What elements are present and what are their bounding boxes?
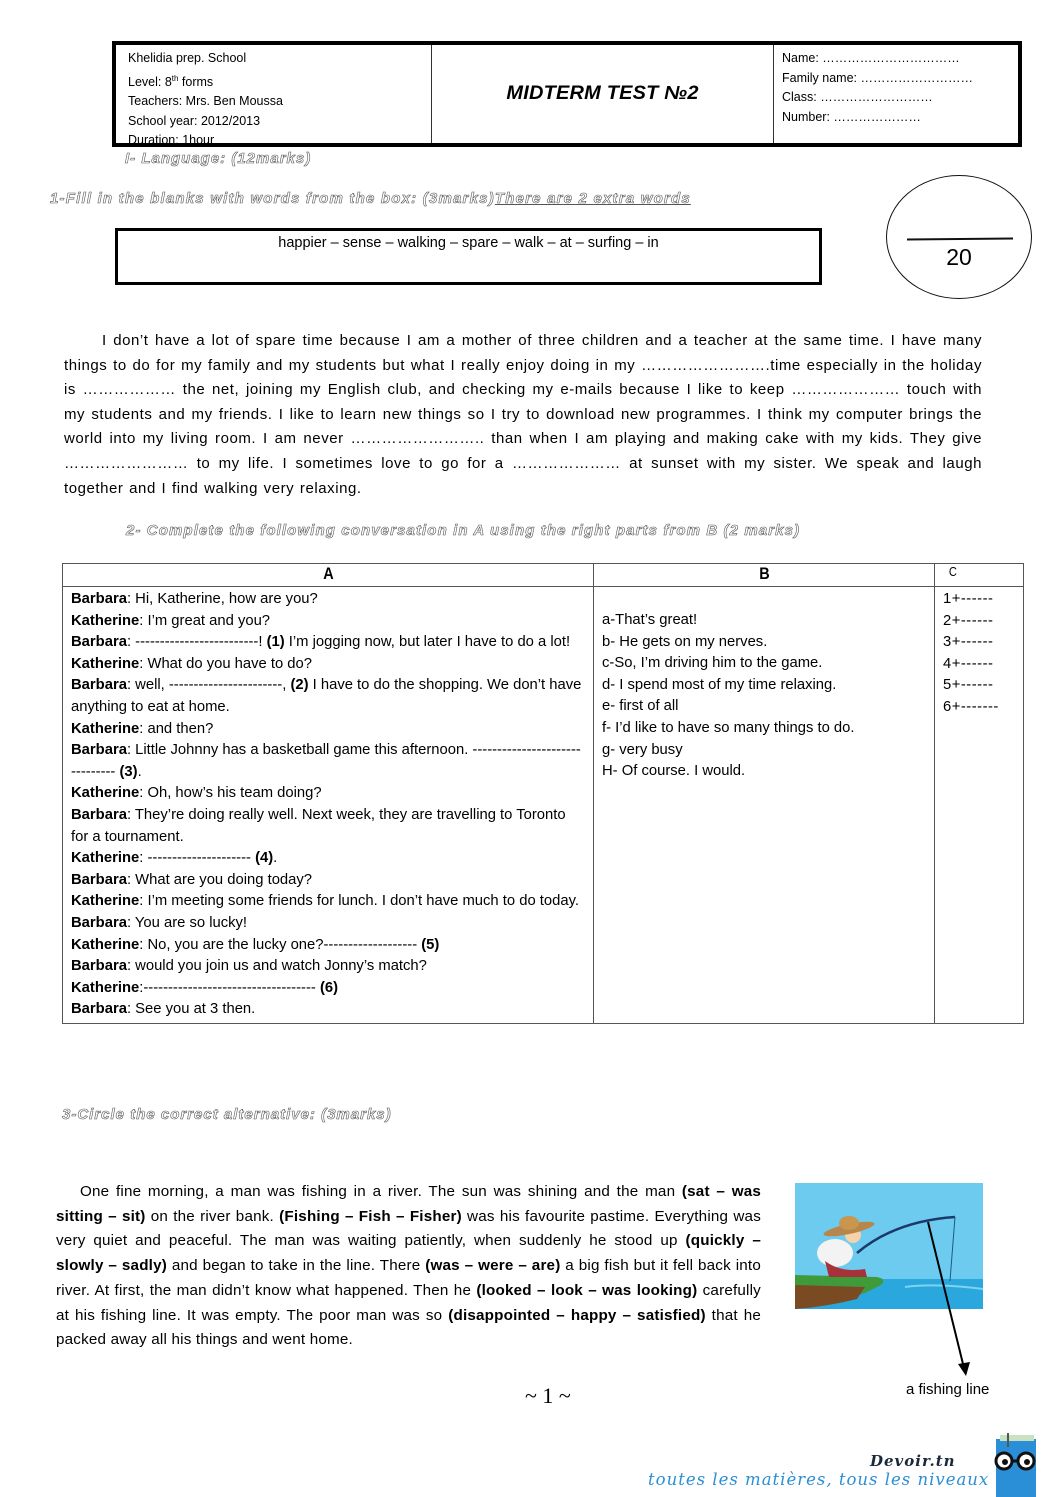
option-item: a-That’s great!	[602, 612, 698, 628]
line-text: : -------------------------!	[126, 634, 263, 651]
teachers: Teachers: Mrs. Ben Moussa	[128, 94, 283, 109]
speaker-name: Katherine	[71, 785, 140, 802]
speaker-name: Barbara	[71, 677, 127, 694]
speaker-name: Barbara	[71, 634, 127, 651]
story-text: and began to take in the line. There	[167, 1257, 426, 1275]
option-item: g- very busy	[602, 741, 683, 758]
alternative-choice[interactable]: (sat – was sitting – sit)	[56, 1183, 761, 1225]
blank-number: (1)	[262, 634, 285, 651]
page-number: ~ 1 ~	[525, 1383, 571, 1408]
line-text: : What are you doing today?	[126, 871, 313, 888]
option-item: d- I spend most of my time relaxing.	[602, 676, 837, 693]
column-b-header: B	[619, 564, 909, 587]
answers-cell	[935, 587, 1024, 1024]
line-text: : would you join us and watch Jonny’s match?	[126, 958, 427, 975]
conversation-line	[71, 999, 585, 1021]
story-text: that he packed away all his things and went home.	[56, 1306, 761, 1349]
conversation-cell	[63, 587, 594, 1024]
fill-blanks-paragraph: I don’t have a lot of spare time because I am a mother of three children and a teacher at the same time. I have many things to do for my family and my students but what I really enjoy doing in my …………………….time especially in the holiday is ……………… the net, joining my English club, and checking my e-mails because I like to keep ………………… touch with my students and my friends. I like to learn new things so I try to download new programmes. I think my computer brings the world into my living room. I am never …………………….. than when I am playing and making cake with my kids. They give …………………… to my life. I sometimes love to go for a ………………… at sunset with my sister. We speak and laugh together and I find walking very relaxing.	[64, 332, 982, 497]
header-box	[112, 41, 1022, 147]
conversation-line	[71, 675, 585, 718]
line-text: : What do you have to do?	[139, 655, 312, 672]
line-text: : They’re doing really well. Next week, they are travelling to Toronto for a tournament.	[71, 806, 566, 845]
speaker-name: Katherine	[71, 850, 140, 867]
conversation-line	[71, 783, 585, 805]
answer-slot[interactable]: 4+------	[943, 655, 994, 672]
brand-tagline: toutes les matières, tous les niveaux	[648, 1470, 990, 1489]
level: Level: 8th forms	[128, 73, 214, 89]
story-text: was his favourite pastime. Everything was very quiet and peaceful. The man was waiting patiently, when suddenly he stood up	[56, 1207, 761, 1250]
conversation-line	[71, 654, 585, 676]
column-c-header: C	[941, 564, 1017, 587]
line-text: : See you at 3 then.	[126, 1001, 256, 1018]
options-cell	[594, 587, 935, 1024]
test-title: MIDTERM TEST №2	[506, 83, 699, 104]
number-field[interactable]: Number: …………………	[782, 109, 921, 124]
family-name-field[interactable]: Family name: ………………………	[782, 70, 973, 85]
line-text-after: .	[137, 763, 142, 780]
conversation-line	[71, 740, 585, 783]
line-text: : You are so lucky!	[126, 914, 248, 931]
speaker-name: Barbara	[71, 914, 127, 931]
blank-number: (2)	[286, 677, 309, 694]
option-item: c-So, I’m driving him to the game.	[602, 655, 823, 672]
conversation-line	[71, 978, 585, 1000]
blank-number: (6)	[315, 979, 339, 996]
speaker-name: Katherine	[71, 612, 140, 629]
class-field[interactable]: Class: ………………………	[782, 90, 933, 104]
story-text: carefully at his fishing line. It was empty. The poor man was so	[56, 1281, 761, 1324]
exercise1-title: 1-Fill in the blanks with words from the box: (3marks)There are 2 extra words	[50, 190, 691, 207]
option-item: H- Of course. I would.	[602, 763, 746, 780]
line-text: :-----------------------------------	[139, 979, 316, 996]
line-text: : I’m great and you?	[139, 612, 271, 629]
story-text: One fine morning, a man was fishing in a river. The sun was shining and the man	[80, 1183, 682, 1200]
line-text: : and then?	[139, 720, 214, 737]
answer-slot[interactable]: 3+------	[943, 634, 994, 651]
speaker-name: Barbara	[71, 1001, 127, 1018]
answer-slot[interactable]: 6+-------	[943, 698, 999, 715]
extra-words-note: There are 2 extra words	[494, 190, 691, 207]
speaker-name: Barbara	[71, 871, 127, 888]
alternative-choice[interactable]: (Fishing – Fish – Fisher)	[279, 1207, 462, 1225]
devoir-logo-icon	[990, 1433, 1040, 1497]
section-language-title: I- Language: (12marks)	[125, 150, 312, 167]
speaker-name: Katherine	[71, 936, 140, 953]
conversation-line	[71, 870, 585, 892]
line-text-after: I’m jogging now, but later I have to do a lot!	[284, 634, 571, 651]
conversation-line	[71, 891, 585, 913]
student-info	[774, 45, 1018, 143]
line-text: : No, you are the lucky one?-------------------	[139, 936, 418, 953]
line-text: : Oh, how’s his team doing?	[139, 785, 322, 802]
speaker-name: Barbara	[71, 742, 127, 759]
speaker-name: Katherine	[71, 655, 140, 672]
school-name: Khelidia prep. School	[128, 51, 247, 65]
story-text: a big fish but it fell back into river. At first, the man didn’t know what happened. Then he	[56, 1257, 761, 1299]
brand-name: Devoir.tn	[870, 1452, 956, 1470]
blank-number: (3)	[115, 763, 138, 780]
line-text: : Hi, Katherine, how are you?	[126, 591, 318, 607]
duration: Duration: 1hour	[128, 133, 215, 148]
blank-number: (5)	[417, 936, 440, 953]
line-text-after: I have to do the shopping. We don’t have anything to eat at home.	[71, 677, 582, 715]
alternative-choice[interactable]: (was – were – are)	[425, 1257, 561, 1275]
conversation-line	[71, 719, 585, 741]
story-text: on the river bank.	[145, 1207, 280, 1225]
table-header-row	[63, 564, 1024, 587]
option-item: b- He gets on my nerves.	[602, 633, 768, 650]
answer-slot[interactable]: 5+------	[943, 677, 994, 694]
alternative-choice[interactable]: (looked – look – was looking)	[476, 1281, 698, 1299]
word-box: happier – sense – walking – spare – walk – at – surfing – in	[115, 228, 822, 285]
option-item: f- I’d like to have so many things to do.	[602, 719, 855, 736]
conversation-line	[71, 805, 585, 848]
arrow-icon	[920, 1220, 980, 1380]
speaker-name: Katherine	[71, 893, 140, 910]
school-year: School year: 2012/2013	[128, 113, 261, 128]
table-body-row	[63, 587, 1024, 1024]
answer-slot[interactable]: 1+------	[943, 591, 994, 607]
conversation-line	[71, 935, 585, 957]
blank-number: (4)	[250, 850, 274, 867]
column-a-header: A	[102, 564, 553, 587]
score-divider	[907, 237, 1013, 240]
conversation-line	[71, 632, 585, 654]
option-item: e- first of all	[602, 698, 679, 715]
conversation-line	[71, 956, 585, 978]
alternative-choice[interactable]: (quickly – slowly – sadly)	[56, 1232, 761, 1275]
line-text: : I’m meeting some friends for lunch. I don’t have much to do today.	[139, 893, 579, 910]
exercise2-title: 2- Complete the following conversation in A using the right parts from B (2 marks)	[126, 522, 801, 539]
line-text: : well, -----------------------,	[126, 677, 287, 694]
conversation-line	[71, 848, 585, 870]
speaker-name: Barbara	[71, 806, 127, 823]
name-field[interactable]: Name: ……………………………	[782, 51, 960, 65]
conversation-line	[71, 611, 585, 633]
score-total: 20	[946, 244, 972, 270]
conversation-table	[62, 563, 1024, 1024]
score-circle	[886, 175, 1032, 299]
speaker-name: Barbara	[71, 958, 127, 975]
alternative-choice[interactable]: (disappointed – happy – satisfied)	[448, 1306, 706, 1324]
exercise3-title: 3-Circle the correct alternative: (3marks)	[62, 1106, 392, 1123]
conversation-line	[71, 589, 585, 611]
line-text: : ---------------------	[139, 850, 251, 867]
speaker-name: Katherine	[71, 979, 140, 996]
line-text: : Little Johnny has a basketball game this afternoon. -------------------------------	[71, 742, 581, 780]
image-caption: a fishing line	[906, 1381, 990, 1398]
answer-slot[interactable]: 2+------	[943, 612, 994, 629]
test-title-cell	[432, 45, 774, 143]
conversation-line	[71, 913, 585, 935]
speaker-name: Barbara	[71, 591, 127, 607]
circle-alternative-paragraph	[56, 1180, 761, 1353]
speaker-name: Katherine	[71, 720, 140, 737]
line-text-after: .	[273, 850, 278, 867]
school-info	[116, 45, 432, 148]
